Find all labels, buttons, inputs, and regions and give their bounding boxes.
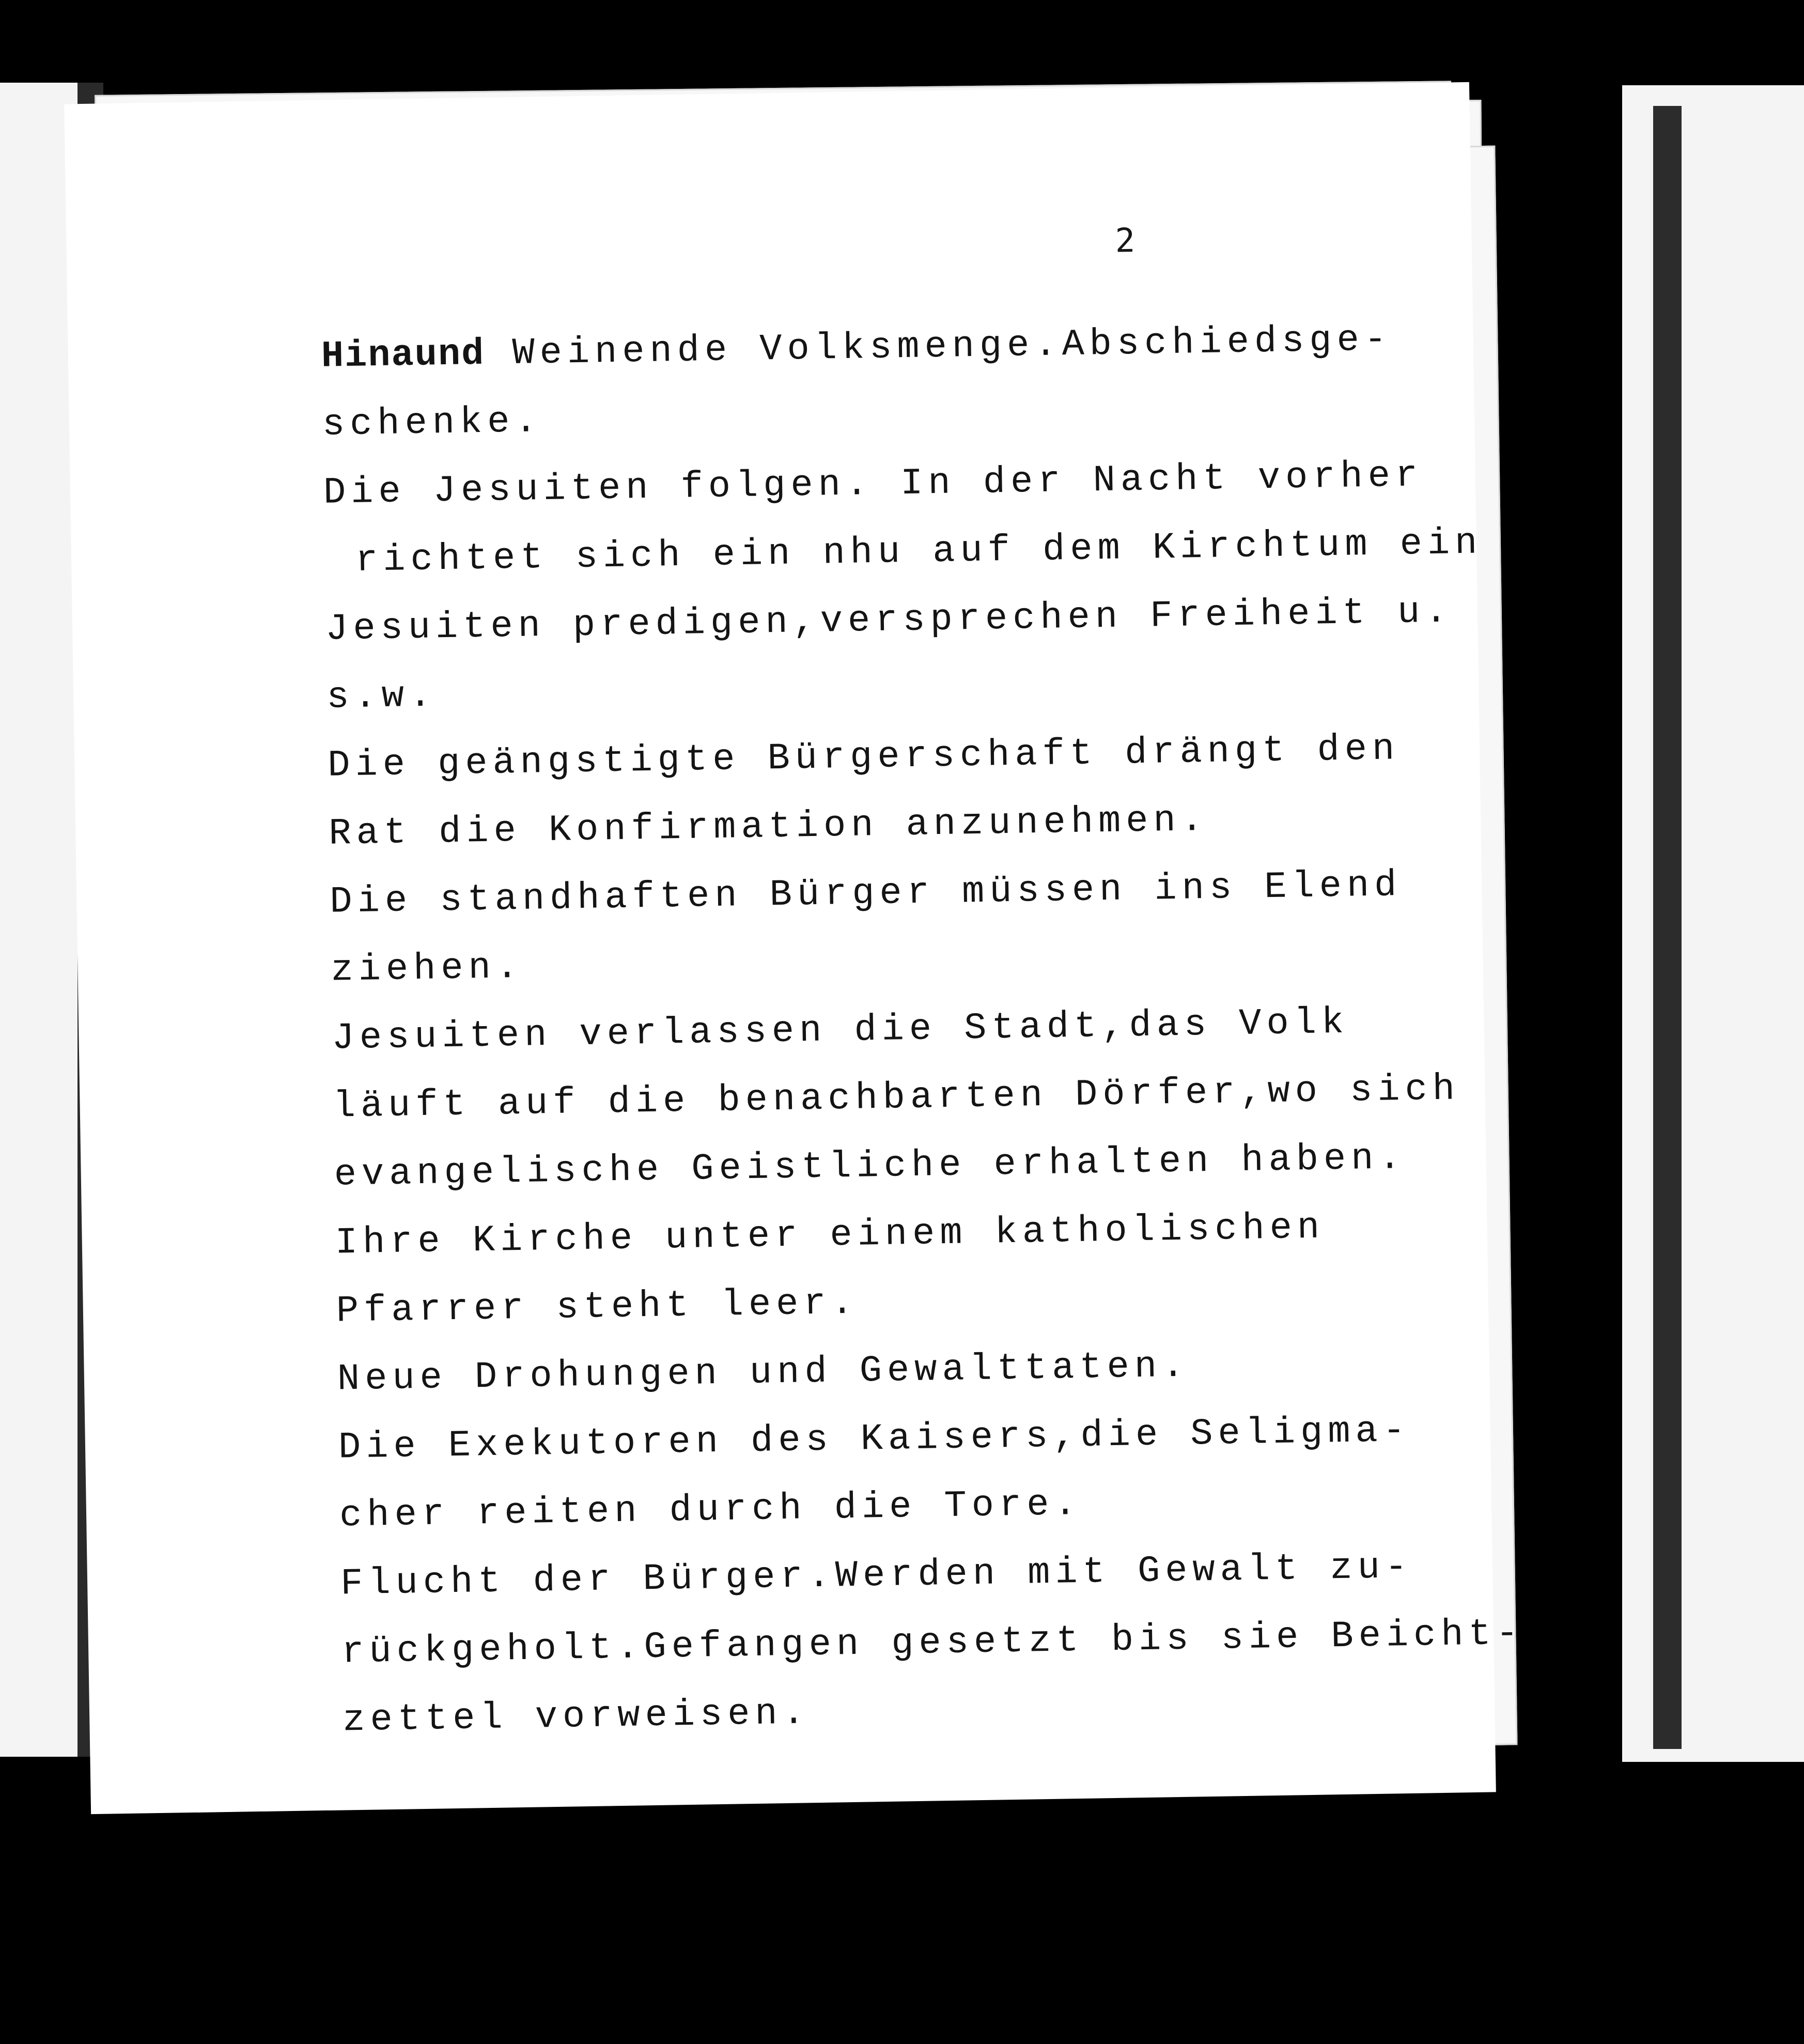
- text-line: Rat die Konfirmation anzunehmen.: [328, 798, 1209, 855]
- text-line: läuft auf die benachbarten Dörfer,wo sich: [333, 1067, 1460, 1128]
- typed-text: [321, 304, 1524, 1755]
- text-line: evangelische Geistliche erhalten haben.: [334, 1137, 1407, 1196]
- text-line: cher reiten durch die Tore.: [339, 1482, 1082, 1537]
- text-line: Die Exekutoren des Kaisers,die Seligma-: [338, 1409, 1411, 1469]
- text-line: rückgeholt.Gefangen gesetzt bis sie Beicht-: [341, 1612, 1524, 1674]
- next-page-shadow: [1653, 106, 1682, 1749]
- text-line: richtet sich ein nhu auf dem Kirchtum ein: [355, 521, 1483, 582]
- text-line: zettel vorweisen.: [342, 1692, 811, 1742]
- text-line: ziehen.: [330, 946, 524, 992]
- struck-out-word: Hinaund: [321, 332, 485, 378]
- text-line: s.w.: [326, 674, 437, 719]
- text-line: schenke.: [322, 400, 543, 446]
- text-line: Ihre Kirche unter einem katholischen: [335, 1206, 1325, 1264]
- text-line: Die Jesuiten folgen. In der Nacht vorher: [323, 454, 1423, 514]
- text-line: Die standhaften Bürger müssen ins Elend: [329, 864, 1402, 923]
- text-line: Jesuiten predigen,versprechen Freiheit u.: [325, 590, 1453, 651]
- text-line: Jesuiten verlassen die Stadt,das Volk: [331, 1001, 1349, 1060]
- text-line: Flucht der Bürger.Werden mit Gewalt zu-: [340, 1545, 1413, 1605]
- typescript-page: [64, 82, 1524, 1814]
- text-line: Hinaund Weinende Volksmenge.Abschiedsge-: [321, 318, 1392, 378]
- text-line: Neue Drohungen und Gewalttaten.: [337, 1344, 1190, 1401]
- next-page-edge: [1622, 85, 1804, 1762]
- text-line: Pfarrer steht leer.: [336, 1281, 859, 1333]
- page-number: 2: [1115, 222, 1136, 260]
- text-line: Die geängstigte Bürgerschaft drängt den: [327, 727, 1400, 787]
